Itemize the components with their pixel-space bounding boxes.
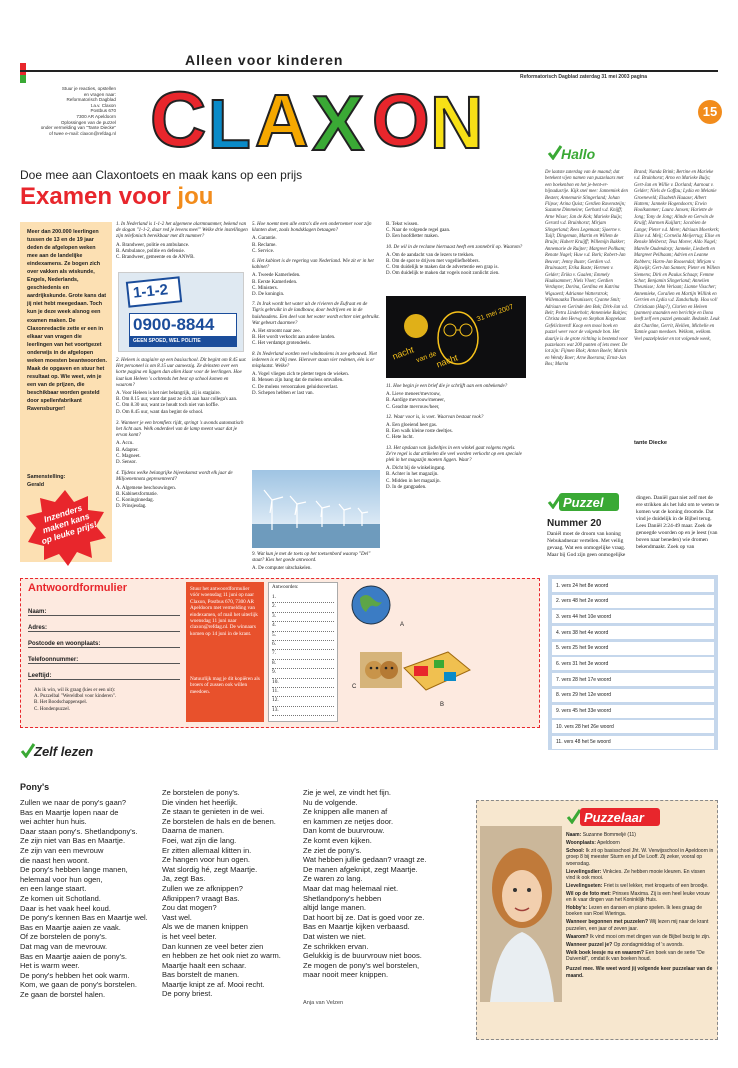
hallo-signature: tante Diecke	[634, 440, 667, 446]
answer-option: A. Vogel vliegen zich te pletter tegen de wieken.	[252, 372, 350, 378]
address-line: Stuur je reacties, opstellen	[61, 86, 116, 91]
address-line: Oplossingen van de puzzel	[60, 119, 116, 125]
question	[252, 552, 380, 573]
puzzelaar-key: Wil op de foto met:	[566, 890, 611, 897]
svg-text:N: N	[430, 81, 484, 156]
puzzelaar-line	[566, 950, 714, 963]
puzzelaar-value: Prinses Maxima. Zij is een heel leuke vrouw en ik vaar dingen van het Koninklijk Huis.	[566, 890, 710, 904]
poem-line: Die vinden het heerlijk.	[162, 797, 238, 807]
answer-line[interactable]: 3.	[272, 613, 334, 622]
puzzel-title: Puzzel	[563, 495, 604, 510]
zelf-lezen-title: Zelf lezen	[34, 744, 94, 759]
answer-line[interactable]: 10.	[272, 679, 334, 688]
form-fields	[28, 600, 180, 680]
header-rule	[20, 70, 548, 72]
answer-option: C. De molens veroorzaken geluidsoverlast.	[252, 384, 339, 390]
form-field[interactable]	[28, 632, 180, 648]
puzzelaar-line	[566, 919, 714, 932]
puzzel-row[interactable]: 9. vers 45 het 33e woord	[552, 705, 714, 718]
puzzelaar-value: Ik zit op basisschool Jht. W. Verwijsschool in Apeldoorn in groep 8 bij meester Sturm en juf De Looff. Zij zeker, vooral op woensdag.	[566, 847, 714, 867]
poem-line: Ze komen uit Schotland.	[20, 893, 101, 903]
questions-col-2	[252, 222, 380, 397]
address-line: Postbus 670	[90, 108, 116, 114]
owl-text-3: nacht	[434, 352, 460, 370]
poem-line: Dat wisten we niet.	[303, 931, 366, 941]
poem-line: De pony's hebben het ook warm.	[20, 970, 130, 980]
credit-name: Gerald	[27, 482, 45, 488]
puzzel-text-right: dingen. Daniël gaat niet zelf met de ere strikken als het lukt om te weten te komen wat de koning droomde. Dat vind je duidelijk in de Bijbel terug. Lees Daniël 2:24-49 maar. Zoek de genoegde woorden op en je leest (van boven naar beneden) wie dromen bekendmaakt. Zoek op van	[636, 495, 720, 550]
puzzelaar-line	[566, 832, 714, 838]
question-text: 5. Hoe noemt men alle extra's die een ondernemer voor zijn klanten doet, zoals bondsklagen betaagen?	[252, 222, 372, 234]
alarm-image	[118, 272, 244, 352]
form-option[interactable]: A. Puzzelbal "Wereldbol voor kinderen".	[34, 694, 116, 700]
title-word-2: voor	[118, 183, 171, 210]
answer-option: B. Mensen zijn bang dat de molens omvallen.	[252, 378, 344, 384]
question-text: 11. Hoe begin je een brief die je schrijft aan een onbekende?	[386, 384, 508, 389]
question	[116, 471, 248, 510]
poem-line: Bas en Maartje aaien de pony's.	[20, 951, 127, 961]
poem-line: die naast hen woont.	[20, 855, 90, 865]
paper-line: Reformatorisch Dagblad zaterdag 31 mei 2003 pagina	[520, 74, 647, 80]
question	[252, 259, 380, 298]
poem-line: Zie je wel, ze vindt het fijn.	[303, 788, 391, 797]
answer-option: A. Tweede Kamerleden.	[252, 273, 301, 279]
poem-line: Ze borstelen de hals en de benen.	[162, 816, 276, 826]
question-text: 3. Wanneer je een bromfiets rijdt, springt 's avonds automatisch het licht aan. Welk onderdeel van de lamp meent waar dat je ervan komt?	[116, 420, 244, 439]
credit-label: Samenstelling:	[27, 474, 66, 480]
poem-line: Dan komt de buurvrouw.	[303, 826, 385, 836]
answer-option: C. Om 8.30 uur, want ze houdt toch niet van koffie.	[116, 403, 220, 409]
puzzelaar-lines	[566, 832, 714, 981]
puzzelaar-key: Hobby's:	[566, 905, 588, 912]
puzzelaar-line	[566, 942, 714, 948]
puzzel-row[interactable]: 3. vers 44 het 10e woord	[552, 610, 714, 623]
puzzel-row[interactable]: 4. vers 38 het 4e woord	[552, 626, 714, 639]
intro-text: Meer dan 200.000 leerlingen tussen de 13 en de 19 jaar deden de afgelopen weken mee aan de landelijke eindexamens. Ze bogen zich over vakken als wiskunde, Engels, Nederlands, geschiedenis en aardrijkskunde. Grote kans dat jij niet hebt meegedaan. Toch kun je deze week alsnog een examen maken. De Claxonredactie zette er een in elkaar van vragen die leerlingen van het voortgezet onderwijs in de afgelopen weken moesten beantwoorden. Maak de opgaven en stuur het resultaat op. Wie weet, win je een van de prijzen, die beschikbaar worden gesteld door spellenfabrikant Ravensburger!	[27, 229, 107, 413]
puzzelaar-key: Welk boek leesje nu en waarom?	[566, 949, 644, 956]
puzzel-row[interactable]: 8. vers 29 het 12e woord	[552, 689, 714, 702]
poem-line: Het is warm weer.	[20, 961, 80, 971]
answer-option: A. Garantie.	[252, 236, 277, 242]
answer-option: A. De computer uitschakelen.	[252, 566, 312, 572]
poem-line: Dat hoort bij ze. Dat is goed voor ze.	[303, 912, 425, 922]
poem-line: helemaal voor hun ogen,	[20, 874, 103, 884]
answer-option: A. Het stroomt naar zee.	[252, 329, 301, 335]
puzzel-row[interactable]: 2. vers 48 het 2e woord	[552, 595, 714, 608]
puzzelaar-value: Friet is wel lekker, met kroquets of een broodje.	[603, 882, 709, 889]
svg-text:O: O	[372, 79, 430, 156]
question	[386, 245, 526, 278]
puzzelaar-title: Puzzelaar	[584, 810, 644, 825]
answer-option: C. Midden in het magazijn.	[386, 478, 441, 484]
question	[116, 421, 248, 466]
poem-line: Wat slordig hé, zegt Maartje.	[162, 864, 258, 874]
poem-line: Vast wel.	[162, 912, 192, 922]
poem-line: Bas en Maartje aaien ze vaak.	[20, 922, 121, 932]
questions-col-1	[116, 222, 248, 261]
header-subtitle: Alleen voor kinderen	[185, 52, 344, 68]
accent-bar-green	[20, 75, 26, 83]
puzzelaar-value: Een boek van de serie "De Duivenkil", omdat ik van boeken houd.	[566, 949, 705, 962]
answer-line[interactable]: 4.	[272, 622, 334, 631]
hallo-section	[545, 140, 720, 470]
poem-line: Daarna de manen.	[162, 826, 225, 836]
poem-line: Ja, zegt Bas.	[162, 874, 206, 884]
question-text: 2. Heleen is stagiaire op een basisschool. Dit begint om 8.45 uur. Het personeel is om 8.15 uur aanwezig. Ze deinsten over een korte pagina en liggen dan allen klaar voor de leerlingen. Hoe laat kun Heleen 's ochtends het best op school komen en waarom?	[116, 358, 247, 388]
poem-line: Dan kunnen ze veel beter zien	[162, 941, 264, 951]
form-field-label: Leeftijd:	[28, 673, 52, 679]
answers-label: Antwoorden:	[272, 585, 299, 590]
poem-author: Anja van Velzen	[303, 1000, 344, 1006]
claxon-logo	[150, 74, 490, 156]
puzzelaar-line	[566, 883, 714, 889]
answer-option: B. Het wordt verkocht aan andere landen.	[252, 335, 336, 341]
poem-line: Ze gaan de borstel halen.	[20, 989, 106, 999]
puzzelaar-key: Woonplaats:	[566, 839, 596, 846]
answer-option: B. Een walk kleine roste deeltjes.	[386, 429, 453, 435]
puzzel-text-left: Daniël moet de droom van koning Nebukadnezar vertellen. Met veilig gevaag. Wat een onmogelijke vraag. Maar bij God zijn geen onmogelijke	[547, 531, 626, 558]
puzzelaar-line	[566, 848, 714, 867]
question-text: 4. Tijdens welke belangrijke bijeenkomst wordt elk jaar de Miljoenennota gepresenteerd?	[116, 471, 233, 483]
shopping-game-image	[400, 650, 472, 698]
answer-line[interactable]: 1.	[272, 594, 334, 603]
poem-col-2	[162, 788, 300, 999]
poem-line: maar nooit meer knippen.	[303, 970, 389, 980]
address-line: onder vermelding van "Tante Diecke"	[40, 125, 116, 131]
contest-kicker: Doe mee aan Claxontoets en maak kans op een prijs	[20, 168, 303, 182]
poem-line: Wat hebben jullie gedaan? vraagt ze.	[303, 855, 427, 865]
answer-option: C. Hete lucht.	[386, 435, 414, 441]
poem-line: altijd lange manen.	[303, 903, 366, 913]
masthead	[0, 0, 738, 160]
hallo-col-2: Brand; Nanda Brink; Bertine en Marieke v.d. Bruinhorst; Arno en Marieke Buijs; Gert-Jan en Willie v. Dorland; Aarnout v. Gelder; Niels de Goffau; Lydia en Melanie Groeneveld; Elsabeth Haaase; Albert Hattem; Janneke Hogendoorn; Erwin Hoolkammer; Laura Jansen; Hariette de Jong; Tony de Jong; Alinde en Gerwin de Kruijf; Harmen Kuijlart; Jacobien de Lange; Pieter v.d. Mere; Adriaan Moerkerk; Elise v.d. Meij; Cornelia Meijerrug; Elise en Renske Meiberst; Teus Moree; Aldo Nagel; Marelle Oudendorp; Janneke, Liesbeth en Margreet Pellhaam; Adrien en Leanne Robbers; Harm-Jan Roosendal; Mirjam v. Rijswijk; Gert-Jan Sannen; Pieter en Willem Siemens; Dirk en Paulus Schaap; Femme Schot; Benjamin Slingerland; Annelien Theunisse; John Verlaan; Lianne Visscher; Annemieke, Coralien en Martijn Willink en Gerrien en Lydia v.d. Zandschulp. Hou vol! Christiaan (Hap?), Clarien en Heleen (pannen) staanden een berichtje en Ilona heeft zelf een puzzel gemaakt. Bedankt. Leuk dat Charline, Gerrit, Heilien, Michelle en Tannie gaan meedoen. Welkom, welkom. Veel puzzelplezier en tot volgende week,	[634, 170, 720, 342]
puzzelaar-line	[566, 869, 714, 882]
poem-line: Er zitten allemaal klitten in.	[162, 845, 252, 855]
question	[386, 222, 526, 241]
answer-line[interactable]: 7.	[272, 650, 334, 659]
form-note	[34, 688, 184, 713]
question-text: 6. Het kabinet is de regering van Nederland. Wie zit er in het kabinet?	[252, 259, 374, 271]
answer-option: C. Het verdampt grotendeels.	[252, 341, 311, 347]
address-line: 7300 AR Apeldoorn	[76, 113, 116, 119]
form-field[interactable]	[28, 600, 180, 616]
title-word-1: Examen	[20, 183, 113, 210]
puzzelaar-line	[566, 891, 714, 904]
puzzelaar-line	[566, 905, 714, 918]
question	[386, 446, 526, 491]
form-field-label: Adres:	[28, 625, 48, 631]
poem-line: Ze komt even kijken.	[303, 835, 372, 845]
poem-line: Nu de volgende.	[303, 797, 358, 807]
answer-option: B. Om de spot te drijven met vogelliefhebbers.	[386, 259, 480, 265]
poem-line: Zullen we ze afknippen?	[162, 883, 243, 893]
question	[386, 415, 526, 442]
poem-line: Maartje knipt ze af. Mooi recht.	[162, 979, 265, 989]
answer-option: C. Brandweer, gemeente en de ANWB.	[116, 255, 195, 261]
poem-line: Ze waren zo lang.	[303, 874, 363, 884]
address-line: of twee e-mail: claxon@refdag.nl	[49, 130, 116, 136]
question	[252, 302, 380, 347]
poem-line: Ze mogen de pony's wel borstelen,	[303, 960, 420, 970]
puzzel-row[interactable]: 5. vers 25 het 9e woord	[552, 642, 714, 655]
answer-line[interactable]: 12.	[272, 697, 334, 706]
poem-line: Ze schrikken ervan.	[303, 941, 369, 951]
poem-line: Zullen we naar de pony's gaan?	[20, 798, 127, 807]
puzzel-row[interactable]: 7. vers 28 het 17e woord	[552, 673, 714, 686]
question-text: 8. In Nederland worden veel windmolens in zee gebouwd. Niet iedereen is er blij mee. Hierover staan vier redenen, één is er misplaatst. Welke?	[252, 351, 377, 370]
question	[252, 352, 380, 397]
poem-line: wei achter hun huis.	[20, 817, 87, 827]
question-text: 1. In Nederland is 1-1-2 het algemene alarmnummer, bekend van de slogan "1-1-2, daar red je levens mee!" Welke drie instellingen zijn telefonisch bereikbaar met dit nummer?	[116, 222, 248, 240]
police-number: 0900-8844	[133, 315, 215, 334]
alarm-112-text: 1-1-2	[132, 281, 169, 302]
svg-text:L: L	[208, 85, 251, 156]
poem-line: Dat mag van de mevrouw.	[20, 941, 108, 951]
poem-line: Ze staan te genieten in de wei.	[162, 807, 265, 817]
question-text: 7. In Irak wordt het water uit de rivieren de Eufraat en de Tigris gebruikt in de landbouw, door bedrijven en in de huishoudens. Een deel van het water wordt echter niet gebruikt. Wat gebeurt daarmee?	[252, 302, 380, 326]
poem-line: Maar dat mag helemaal niet.	[303, 883, 399, 893]
puzzel-grid	[548, 575, 718, 750]
answer-line[interactable]: 2.	[272, 603, 334, 612]
answer-line[interactable]: 8.	[272, 660, 334, 669]
poem-line: Daar staan pony's. Shetlandpony's.	[20, 826, 138, 836]
svg-text:C: C	[150, 75, 207, 156]
answer-line[interactable]: 9.	[272, 669, 334, 678]
svg-text:A: A	[255, 79, 309, 156]
poem-line: De pony's hebben lange manen,	[20, 865, 128, 875]
answer-option: B. Kabinetsformatie.	[116, 491, 158, 497]
owl-ad	[386, 296, 526, 378]
puzzelaar-value: Apeldoorn	[597, 839, 620, 846]
owl-text-4: 31 mei 2007	[475, 303, 515, 324]
answer-option: B. Achter in het magazijn.	[386, 472, 439, 478]
puzzel-row[interactable]: 6. vers 31 het 3e woord	[552, 657, 714, 670]
poem-line: is het veel beter.	[162, 931, 217, 941]
poem-line: en kammen ze netjes door.	[303, 816, 394, 826]
answer-option: C. Om duidelijk te maken dat de advertentie een grap is.	[386, 265, 499, 271]
poem-line: en een lange staart.	[20, 884, 87, 894]
puzzelaar-key: Waarom?	[566, 933, 589, 940]
form-option[interactable]: B. Het Boodschappenspel.	[34, 700, 88, 706]
answer-line[interactable]: 5.	[272, 632, 334, 641]
puzzelaar-value: Op zondagmiddag of 's avonds.	[613, 941, 684, 948]
question-text: 9. Wat kun je met de toets op het toetsenbord waarop "Del" staat? Kies het goede antwoord.	[252, 552, 371, 564]
poem-line: Ze knippen alle manen af	[303, 807, 388, 817]
answer-option: B. Adapter.	[116, 447, 139, 453]
accent-bar	[20, 63, 26, 75]
poem-line: De pony briest.	[162, 989, 213, 999]
title-word-3: jou	[177, 183, 214, 210]
question	[116, 358, 248, 416]
answer-option: D. Prinsjesdag.	[116, 504, 147, 510]
poem-line: De manen afgeknipt, zegt Maartje.	[303, 864, 418, 874]
prize-label-c: C	[352, 684, 357, 690]
poem-line: Zou dat mogen?	[162, 903, 217, 913]
poem-line: en hebben ze het ook niet zo warm.	[162, 951, 281, 961]
answer-option: D. Een hoofdletter maken.	[386, 234, 439, 240]
poem-line: Foei, wat zijn die lang.	[162, 835, 237, 845]
puzzel-number: Nummer 20	[547, 518, 602, 529]
question-text: 13. Het opslaan van ijsdieltjes in een winkel gaat volgens regels. Ze're regel is dat artikelen die veel worden verkocht op een speciale plek in het magazijn moeten liggen. Waar?	[386, 445, 522, 464]
puzzelaar-value: Vinkcies. Ze hebben mooie kleuren. En vissen vind ik ook mooi.	[566, 868, 706, 881]
answer-option: C. Koninginnedag.	[116, 498, 154, 504]
questions-col-2b	[252, 552, 380, 573]
form-field[interactable]	[28, 648, 180, 664]
contest-title	[20, 183, 213, 211]
form-title: Antwoordformulier	[28, 582, 127, 594]
questions-col-1b	[116, 358, 248, 510]
form-field-label: Postcode en woonplaats:	[28, 641, 101, 647]
puzzel-row[interactable]: 11. vers 48 het 5e woord	[552, 736, 714, 749]
puzzelaar-key: Wanneer begonnen met puzzelen?	[566, 919, 649, 926]
form-field[interactable]	[28, 664, 180, 680]
puzzelaar-key: Naam:	[566, 832, 582, 838]
answer-option: A. Algemene beschouwingen.	[116, 485, 176, 491]
poem-line: Bas borstelt de manen.	[162, 970, 240, 980]
poem-line: Bas en Maartje lopen naar de	[20, 807, 119, 817]
poem-line: Als we de manen knippen	[162, 922, 248, 932]
answer-option: B. Om 8.15 uur, want dat past ze zich aan haar collega's aan.	[116, 397, 238, 403]
send-text: Stuur het antwoordformulier vóór woensdag 11 juni op naar Claxon, Postbus 670, 7300 AR Apeldoorn met vermelding van eindexamen, of mail het uiterlijk woensdag 11 juni naar claxon@refdag.nl. De winnaars komen op 14 juni in de krant.	[190, 586, 258, 637]
windmill-photo	[252, 470, 380, 548]
answer-option: B. Reclame.	[252, 242, 277, 248]
poem-line: Kom, we gaan de pony's borstelen.	[20, 980, 137, 990]
answer-option: C. Geachte mevrouw/heer,	[386, 404, 440, 410]
questions-col-3b	[386, 384, 526, 491]
puzzelaar-value: Ik vind mooi om met dingen van de Bijbel bezig te zijn.	[590, 933, 711, 940]
answer-option: C. Service.	[252, 248, 275, 254]
dog-puzzle-image	[360, 652, 402, 688]
question	[386, 384, 526, 411]
answer-option: B. Eerste Kamerleden.	[252, 279, 298, 285]
answer-option: A. Lieve meneer/mevrouw,	[386, 392, 441, 398]
poem-line: Afknippen? vraagt Bas.	[162, 893, 240, 903]
answer-option: A. Voor Heleen is het niet belangrijk, zij is stagiaire.	[116, 391, 221, 397]
answer-option: A. Brandweer, politie en ambulance.	[116, 242, 190, 248]
svg-text:X: X	[312, 79, 365, 156]
poem-line: Gelukkig is de buurvrouw niet boos.	[303, 951, 422, 961]
police-sub: GEEN SPOED, WEL POLITIE	[133, 338, 201, 344]
puzzelaar-key: Lievelingseten:	[566, 882, 603, 889]
puzzelaar-line	[566, 966, 714, 979]
form-field-label: Naam:	[28, 609, 47, 615]
answer-line[interactable]: 6.	[272, 641, 334, 650]
prize-badge-text: Inzenders maken kans op leuke prijs!	[40, 502, 99, 547]
answer-option: D. Sensor.	[116, 460, 137, 466]
poem-line: Ze zijn van een mevrouw	[20, 845, 104, 855]
puzzel-row[interactable]: 1. vers 24 het 8e woord	[552, 579, 714, 592]
puzzelaar-value: Wij lezen mij naar de krant puzzelen, een jaar of zeven jaar.	[566, 919, 709, 932]
form-note-text: Als ik win, wil ik graag (kies er een uit):	[34, 688, 116, 693]
prize-label-a: A	[400, 622, 405, 628]
answer-option: C. Ministers.	[252, 285, 278, 291]
poem-line: Bas en Maartje kijken verbaasd.	[303, 922, 410, 932]
address-line: en vragen naar:	[83, 91, 116, 97]
poem-line: Daar is het vaak heel koud.	[20, 903, 111, 913]
globe-ball-image	[350, 584, 392, 626]
poem-line: Ze zijn niet van Bas en Maartje.	[20, 836, 126, 846]
poem-line: Ze ziet de pony's.	[303, 845, 362, 855]
address-block	[30, 86, 116, 136]
hallo-col-1: De laatste zaterdag van de maand; dat betekent vijen namen van puzzelaars met een boekenbon en het je-bent-er-bijnadusrije. Kijk snel mee: Jannemiek den Besten; Annemarie Slingerland; Johan Flipse; Arina Quist; Gerdien Ravensteijn; Suzanne Dimmeine; Gerhard v.d. Knijff; Arne Wisse; Jan de Kok; Marieke Buijs; Gerard v.d. Bruinhorst; Mirjam Slingerland; Rees Legemaat; Sjoerne v. Tuijl; Dingeman, Martin en Willem de Bruijn; Hubert Kruijff; Willemijn Bakker; Annemarie de Ruijter; Margreet Pollkam; Renate Nagel; Huw v.d. Bork; Robert-Jan Beuvar; Jenny Buste; Gerdien v.d. Bruinsaart; Erika Buste; Hermen v. Gelder; Erika v. Gaalen; Emmely Haaksammer; Niels Vloet; Gerdien Verduyne; Dorina, Gerdina en Katrina Wigsaerd; Adrianne Watterstrok; Willemautka Theunissen; Cyanne Smit; Adriaan en Gerinde den Bok; Dirk-Jan v.d. Belt; Petra Linderholt; Annemieke Buitjes; Christa den Herwg en Stephan Koppelaar. Gefeliciteerd! Koop een mooi boek en puzzel weer voor de volgende bon. Het duurije is de grote richting is bestemd voor puzzelaars wat 200 punten of iets meer. De lot zijn: Fijmen Blok; Anton Boele; Martin en Wendy Boer; Arne Boersma; Ernst-Jan Bos; Marita	[545, 170, 629, 368]
hallo-title: Hallo	[561, 146, 596, 162]
page-number: 15	[702, 104, 718, 119]
answer-option: A. Dicht bij de winkelingang.	[386, 466, 446, 472]
question-text: 10. De wil in de reclame hiernaast heeft een zonnebril op. Waarom?	[386, 244, 523, 250]
poem-line: Ze borstelen de pony's.	[162, 788, 240, 797]
answer-line[interactable]: 11.	[272, 688, 334, 697]
poem-line: De pony's kennen Bas en Maartje wel.	[20, 913, 148, 923]
poem-col-3	[303, 788, 463, 980]
answer-option: D. Om 8.45 uur, want dan begint de school.	[116, 409, 204, 415]
question-text: 12. Waar voor is, is voet. Waarvan bestaat rook?	[386, 414, 484, 420]
puzzelaar-line	[566, 934, 714, 940]
puzzel-rows	[552, 579, 714, 749]
answer-option: C. Magneet.	[116, 453, 141, 459]
question	[252, 222, 380, 255]
answer-option: B. Aardige mevrouw/meneer,	[386, 398, 445, 404]
answer-option: D. Om duidelijk te maken dat vogels nooit zonlicht zien.	[386, 271, 500, 277]
poem-line: Ze hangen voor hun ogen.	[162, 855, 250, 865]
answer-line[interactable]: 13.	[272, 707, 334, 716]
header-rule-right	[548, 70, 718, 72]
poem-line: Of ze borstelen de pony's.	[20, 932, 107, 942]
poem-col-1	[20, 798, 158, 999]
answer-option: C. Naar de volgende regel gaan.	[386, 228, 451, 234]
puzzelaar-key: Lievelingsdier:	[566, 868, 602, 875]
form-field-label: Telefoonnummer:	[28, 657, 79, 663]
address-line: t.a.v. Claxon	[90, 102, 116, 108]
answer-option: A. Om de aandacht van de lezers te trekken.	[386, 252, 475, 258]
answer-option: A. Accu.	[116, 441, 134, 447]
puzzelaar-value: Lezen en dansen en piano spelen. Ik lees graag de boeken van Roel Wieringa.	[566, 905, 703, 918]
address-line: Reformatorisch Dagblad	[66, 97, 116, 103]
poem-line: Maartje haalt een schaar.	[162, 960, 247, 970]
answer-option: A. Een gloeiend heet gas.	[386, 423, 438, 429]
form-option[interactable]: C. Hondenpuzzel.	[34, 706, 70, 712]
answer-option: B. Tekst wissen.	[386, 222, 419, 227]
poem-title: Pony's	[20, 782, 50, 792]
answer-option: D. Schepen hebben er last van.	[252, 390, 314, 396]
answer-option: D. De koningin.	[252, 292, 285, 298]
send-text-2: Natuurlijk mag je dit kopiëren als broers of zussen ook willen meedoen.	[190, 676, 260, 695]
owl-text-2: van de	[415, 350, 438, 365]
puzzelaar-key: Wanneer puzzel je?	[566, 941, 613, 948]
answer-option: B. Ambulance, politie en defensie.	[116, 248, 186, 254]
puzzelaar-value: Puzzel mee. Wie weet word jij volgende keer puzzelaar van de maand.	[566, 966, 713, 979]
owl-text-1: nacht	[390, 344, 416, 362]
puzzelaar-value: Suzanne Bommeljé (11)	[582, 832, 636, 838]
puzzelaar-line	[566, 840, 714, 846]
poem-line: Shetlandpony's hebben	[303, 893, 382, 903]
prize-label-b: B	[440, 702, 445, 708]
questions-col-3	[386, 222, 526, 278]
puzzel-row[interactable]: 10. vers 28 het 26e woord	[552, 720, 714, 733]
puzzelaar-photo	[480, 826, 562, 1002]
form-field[interactable]	[28, 616, 180, 632]
answer-option: D. In de gangpaden.	[386, 484, 427, 490]
answer-lines	[272, 594, 334, 716]
puzzelaar-key: School:	[566, 847, 585, 854]
question	[116, 222, 248, 261]
